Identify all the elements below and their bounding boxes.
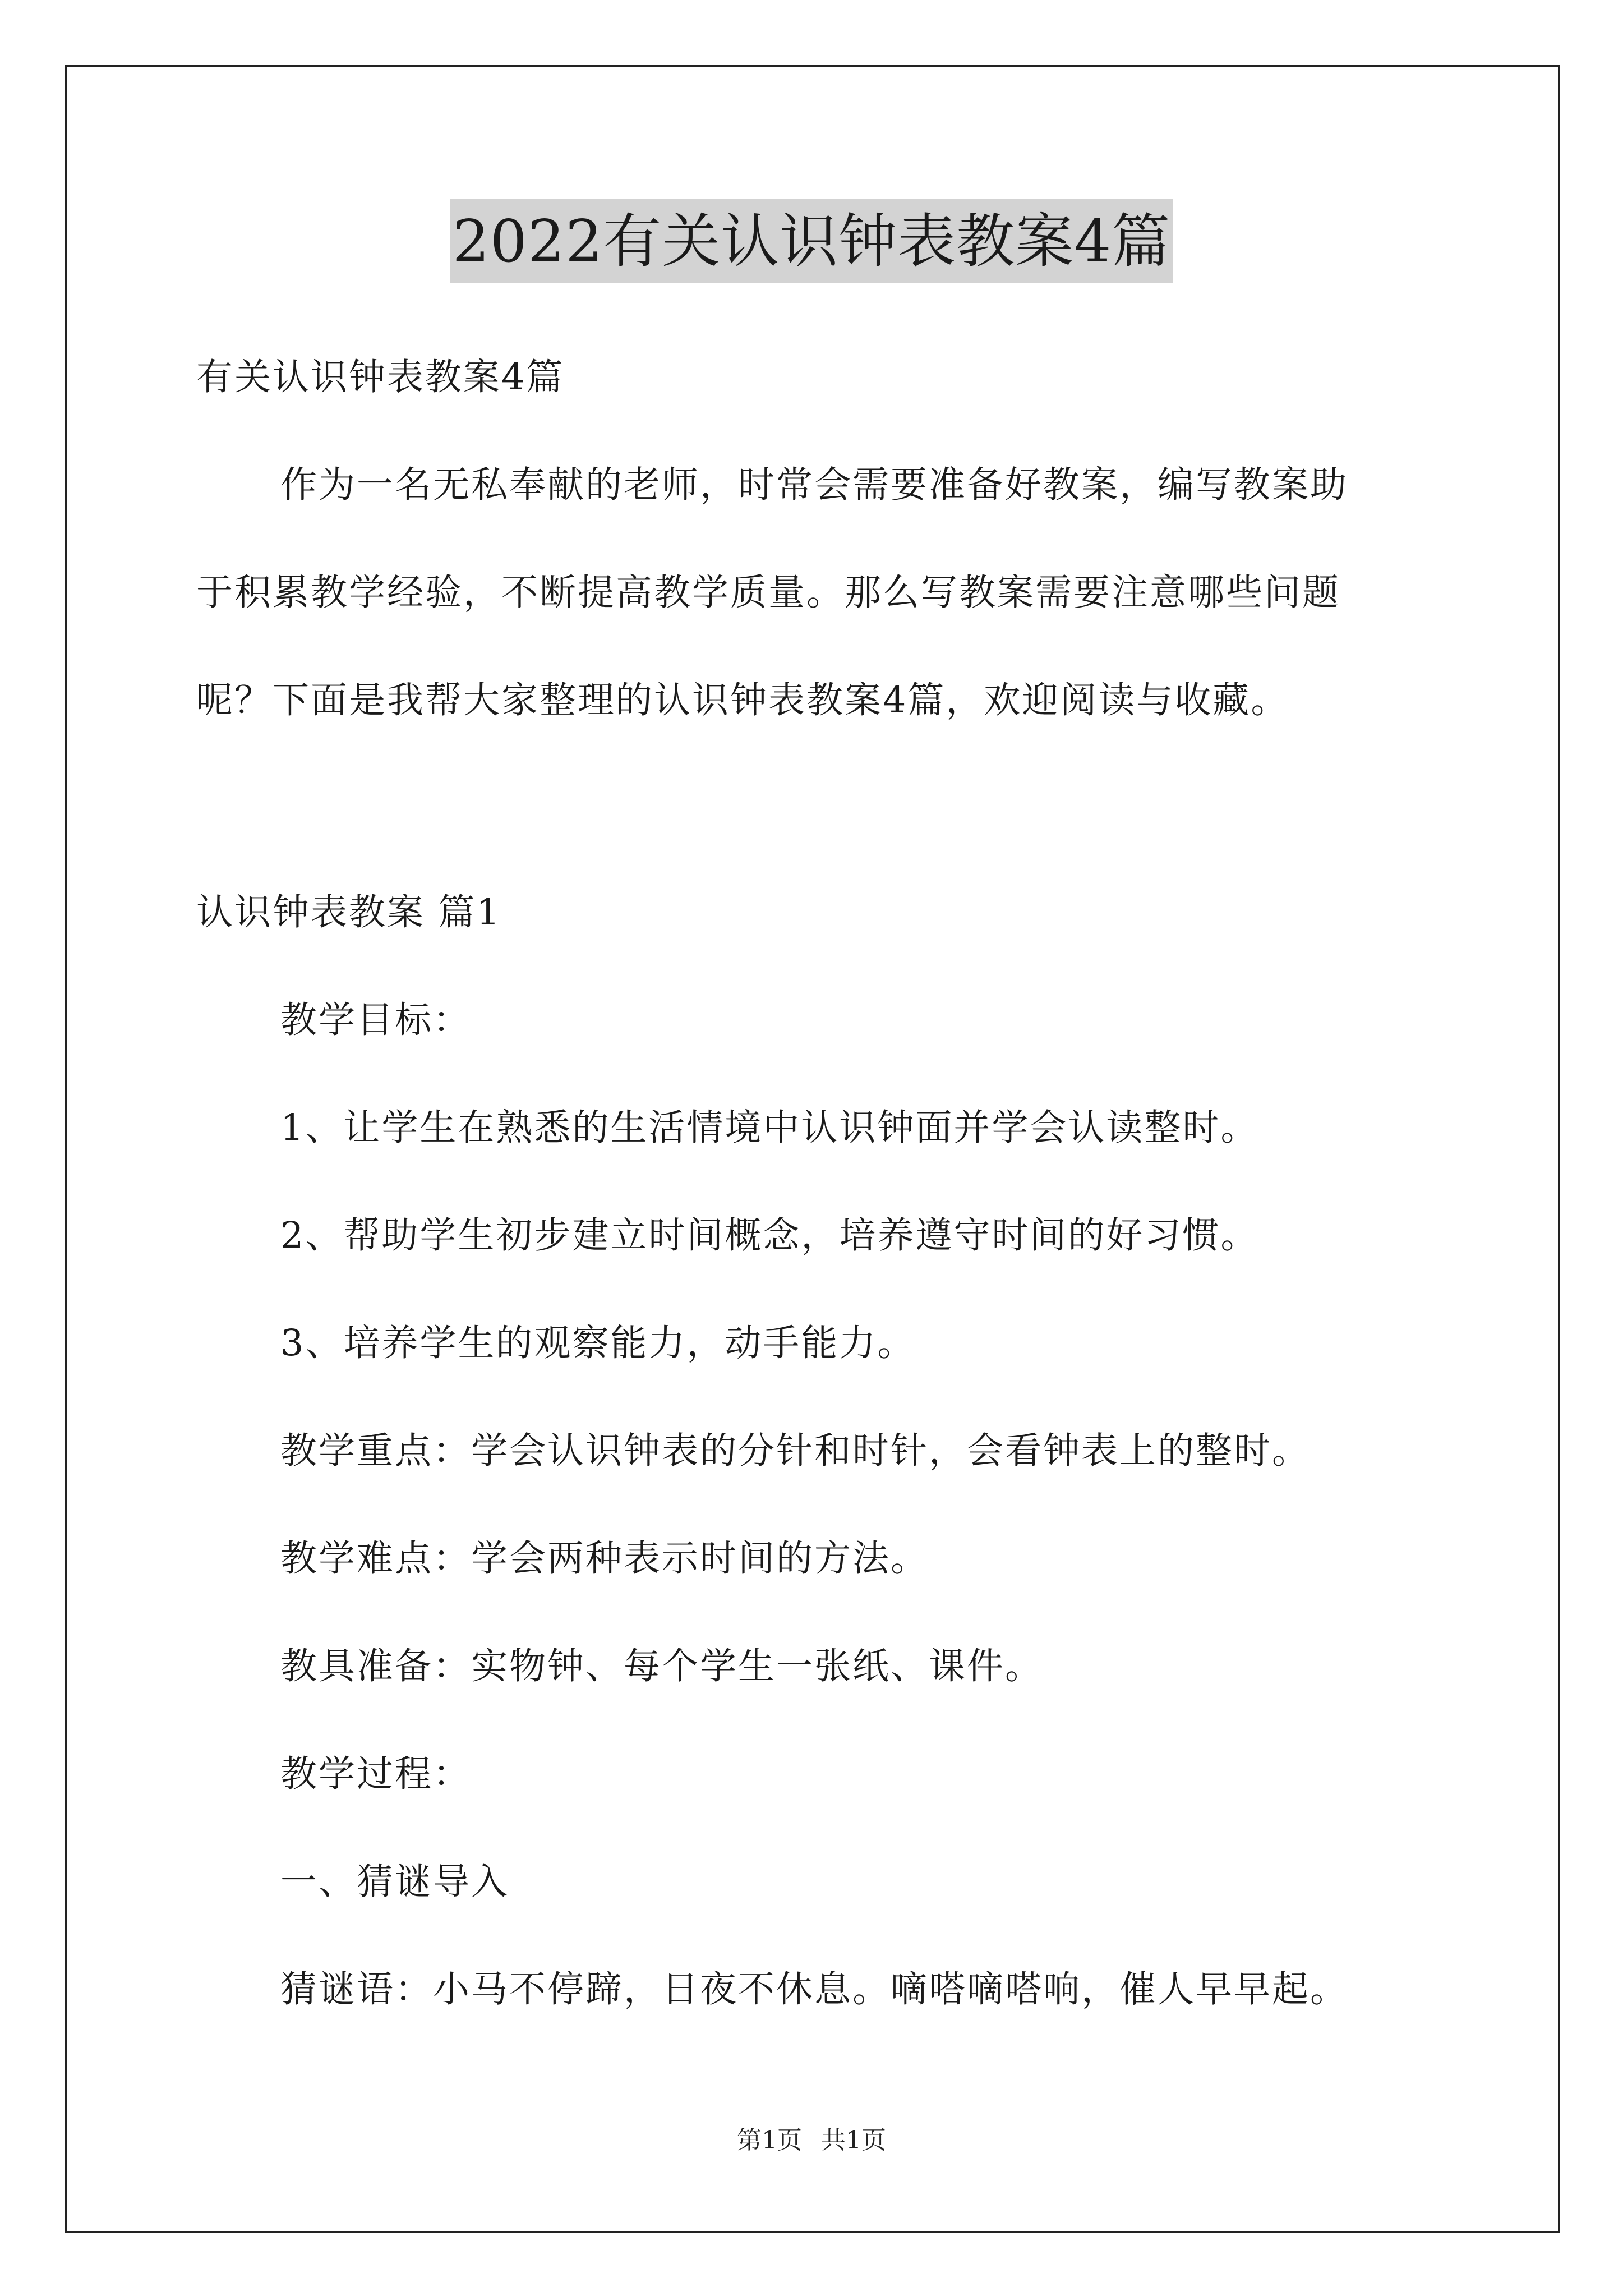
subtitle: 有关认识钟表教案4篇 <box>196 356 565 398</box>
page-number: 第1页 <box>737 2126 802 2155</box>
document-title: 2022有关认识钟表教案4篇 <box>450 199 1173 283</box>
title-container <box>0 199 1623 283</box>
intro-line-1: 作为一名无私奉献的老师，时常会需要准备好教案，编写教案助 <box>280 464 1349 506</box>
paragraph: 教具准备：实物钟、每个学生一张纸、课件。 <box>280 1645 1044 1687</box>
paragraph: 猜谜语：小马不停蹄，日夜不休息。嘀嗒嘀嗒响，催人早早起。 <box>280 1968 1349 2010</box>
page-total: 共1页 <box>821 2126 886 2155</box>
intro-line-3: 呢？下面是我帮大家整理的认识钟表教案4篇，欢迎阅读与收藏。 <box>196 679 1289 721</box>
paragraph: 一、猜谜导入 <box>280 1861 510 1903</box>
page-footer <box>0 2124 1623 2157</box>
paragraph: 1、让学生在熟悉的生活情境中认识钟面并学会认读整时。 <box>280 1107 1259 1149</box>
paragraph: 3、培养学生的观察能力，动手能力。 <box>280 1322 916 1364</box>
intro-line-2: 于积累教学经验，不断提高教学质量。那么写教案需要注意哪些问题 <box>196 572 1341 614</box>
section-heading: 认识钟表教案 篇1 <box>196 891 502 933</box>
paragraph: 2、帮助学生初步建立时间概念，培养遵守时间的好习惯。 <box>280 1214 1259 1257</box>
paragraph: 教学难点：学会两种表示时间的方法。 <box>280 1538 929 1580</box>
paragraph: 教学重点：学会认识钟表的分针和时针，会看钟表上的整时。 <box>280 1430 1311 1472</box>
paragraph: 教学过程： <box>280 1753 472 1795</box>
paragraph: 教学目标： <box>280 999 472 1041</box>
